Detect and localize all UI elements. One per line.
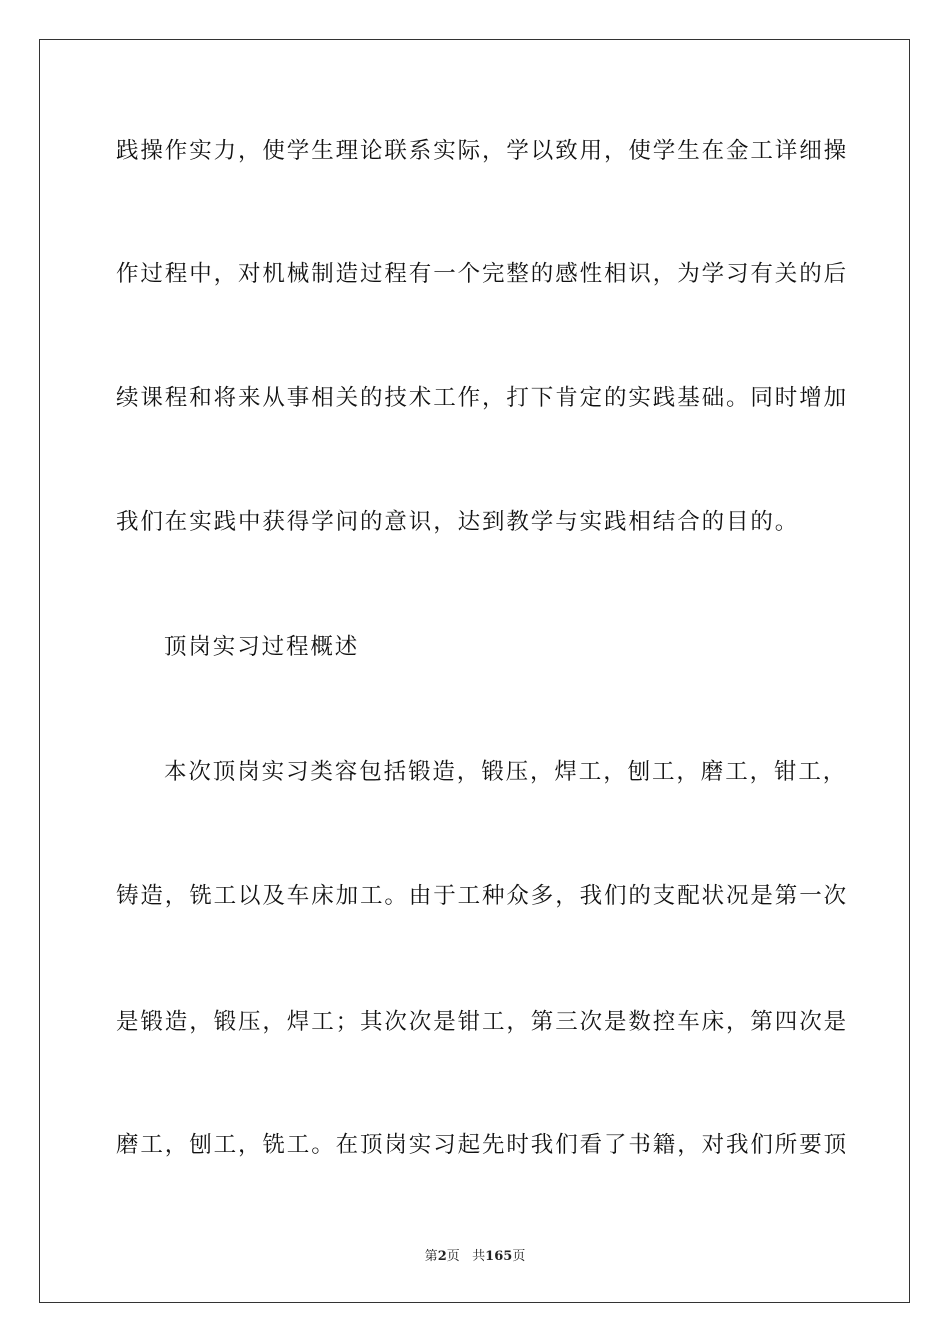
total-suffix: 页 — [512, 1249, 526, 1264]
body-line-1: 践操作实力，使学生理论联系实际，学以致用，使学生在金工详细操 — [116, 138, 849, 164]
total-prefix: 共 — [472, 1249, 486, 1264]
page-number: 2 — [437, 1249, 447, 1264]
body-line-8: 磨工，刨工，铣工。在顶岗实习起先时我们看了书籍，对我们所要顶 — [116, 1132, 849, 1158]
page-frame — [39, 39, 910, 1303]
body-line-4: 我们在实践中获得学问的意识，达到教学与实践相结合的目的。 — [116, 509, 800, 535]
page-footer — [0, 1248, 950, 1266]
total-pages: 165 — [485, 1249, 513, 1264]
page-prefix: 第 — [424, 1249, 438, 1264]
body-line-6: 铸造，铣工以及车床加工。由于工种众多，我们的支配状况是第一次 — [116, 883, 849, 909]
body-line-7: 是锻造，锻压，焊工；其次次是钳工，第三次是数控车床，第四次是 — [116, 1009, 849, 1035]
body-line-5: 本次顶岗实习类容包括锻造，锻压，焊工，刨工，磨工，钳工， — [164, 759, 848, 785]
body-line-3: 续课程和将来从事相关的技术工作，打下肯定的实践基础。同时增加 — [116, 385, 849, 411]
body-line-2: 作过程中，对机械制造过程有一个完整的感性相识，为学习有关的后 — [116, 261, 849, 287]
section-heading: 顶岗实习过程概述 — [164, 634, 360, 660]
page-suffix: 页 — [446, 1249, 460, 1264]
